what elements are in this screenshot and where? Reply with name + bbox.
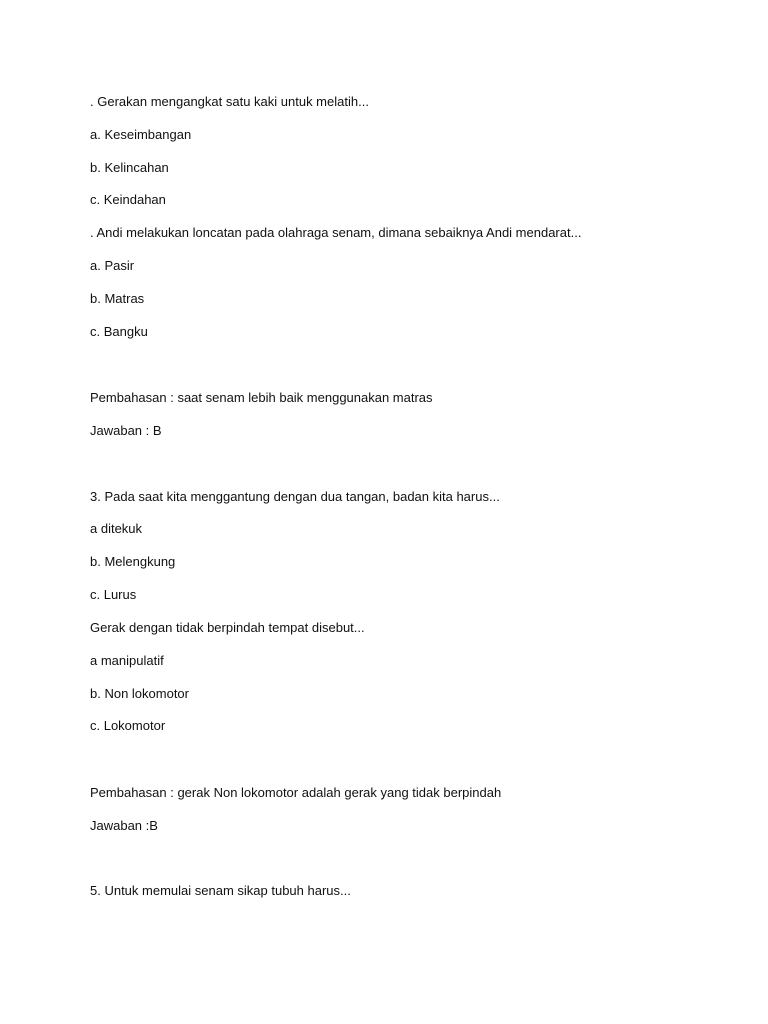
question-2-text: . Andi melakukan loncatan pada olahraga senam, dimana sebaiknya Andi mendarat... <box>90 225 582 240</box>
question-4-text: Gerak dengan tidak berpindah tempat disebut... <box>90 620 365 635</box>
question-2-option-a: a. Pasir <box>90 258 135 273</box>
question-2-explanation: Pembahasan : saat senam lebih baik menggunakan matras <box>90 390 433 405</box>
question-3-option-b: b. Melengkung <box>90 554 176 569</box>
question-3-text: 3. Pada saat kita menggantung dengan dua tangan, badan kita harus... <box>90 489 500 504</box>
question-1-option-b: b. Kelincahan <box>90 160 169 175</box>
question-1-text: . Gerakan mengangkat satu kaki untuk melatih... <box>90 94 369 109</box>
question-4-explanation: Pembahasan : gerak Non lokomotor adalah gerak yang tidak berpindah <box>90 785 502 800</box>
question-4-option-a: a manipulatif <box>90 653 164 668</box>
question-2-option-b: b. Matras <box>90 291 145 306</box>
question-4-answer: Jawaban :B <box>90 818 158 833</box>
question-2-answer: Jawaban : B <box>90 423 162 438</box>
question-5-text: 5. Untuk memulai senam sikap tubuh harus... <box>90 883 351 898</box>
question-1-option-a: a. Keseimbangan <box>90 127 192 142</box>
question-1-option-c: c. Keindahan <box>90 192 166 207</box>
question-3-option-a: a ditekuk <box>90 521 143 536</box>
question-4-option-c: c. Lokomotor <box>90 718 166 733</box>
question-4-option-b: b. Non lokomotor <box>90 686 189 701</box>
question-2-option-c: c. Bangku <box>90 324 148 339</box>
question-3-option-c: c. Lurus <box>90 587 137 602</box>
